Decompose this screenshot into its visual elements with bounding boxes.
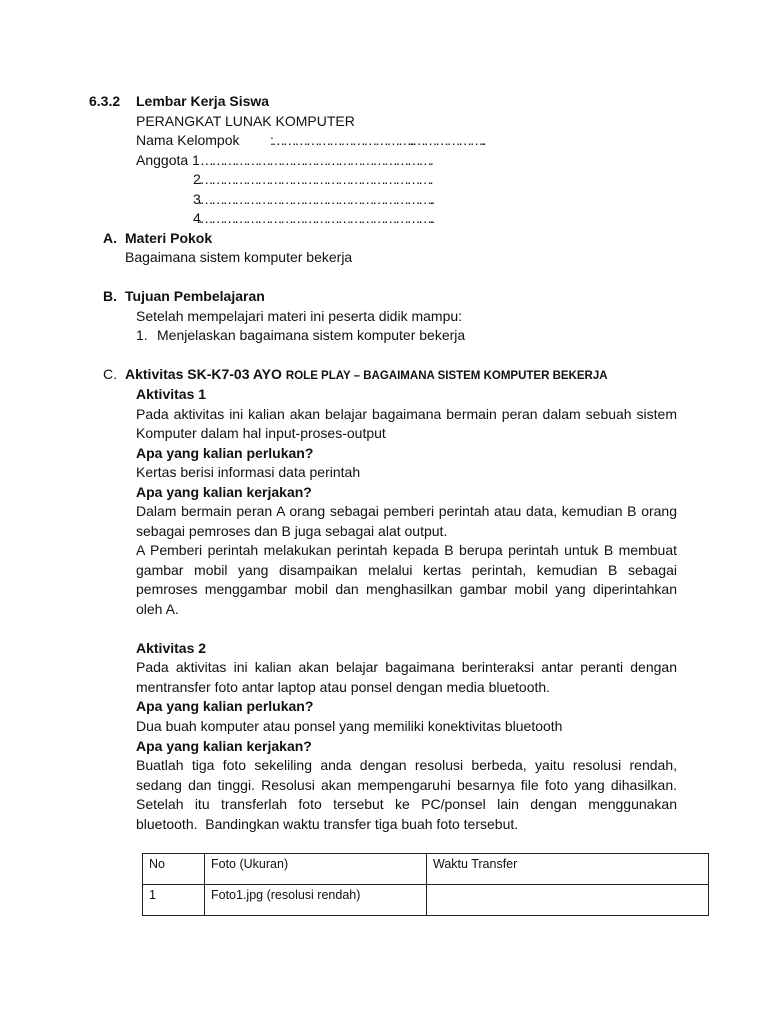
table-header-row <box>143 854 709 885</box>
group-name-blank: :………………………………..……………….. <box>270 132 484 149</box>
activity-2-title: Aktivitas 2 <box>136 639 207 656</box>
member-entry-1 <box>136 151 431 171</box>
activity-2-task-row <box>0 815 768 835</box>
activity-2-task-line: Buatlah tiga foto sekeliling anda dengan resolusi berbeda, yaitu resolusi rendah, <box>136 757 677 774</box>
activity-2-needs-row <box>0 717 768 737</box>
section-a-text: Bagaimana sistem komputer bekerja <box>125 249 353 266</box>
activity-2-needs-label: Apa yang kalian perlukan? <box>136 698 314 715</box>
activity-1-task-line: gambar mobil yang disampaikan melalui kertas perintah, kemudian B sebagai <box>136 561 677 578</box>
member-blank-4: 4.…………………………………………………….. <box>193 210 433 227</box>
activity-1-task-row <box>0 561 768 581</box>
activity-2-task-row <box>0 756 768 776</box>
activity-2-task-line: Setelah itu transferlah foto tersebut ke PC/ponsel lain dengan menggunakan <box>136 796 677 813</box>
activity-1-tasks-label: Apa yang kalian kerjakan? <box>136 483 312 500</box>
activity-2-intro-row <box>0 678 768 698</box>
blank-line <box>0 268 768 288</box>
member-row-4 <box>0 209 768 229</box>
member-row-2 <box>0 170 768 190</box>
section-c-heading-main: Aktivitas SK-K7-03 AYO <box>125 366 282 383</box>
activity-2-needs-text: Dua buah komputer atau ponsel yang memiliki konektivitas bluetooth <box>136 718 563 734</box>
activity-1-tasks-label-row <box>0 483 768 503</box>
activity-1-task-line: sebagai pemroses dan B juga sebagai alat output. <box>136 522 448 539</box>
blank-line <box>0 619 768 639</box>
activity-1-title: Aktivitas 1 <box>136 385 207 402</box>
member-row-1 <box>0 151 768 171</box>
activity-2-task-row <box>0 795 768 815</box>
table-cell-no: 1 <box>143 885 205 916</box>
activity-1-task-line: pemroses menggambar mobil dan menghasilkan gambar mobil yang diperintahkan <box>136 581 677 598</box>
activity-2-intro-line: mentransfer foto antar laptop atau ponsel dengan media bluetooth. <box>136 678 551 695</box>
blank-line <box>0 346 768 366</box>
table-row <box>143 885 709 916</box>
activity-2-intro-row <box>0 658 768 678</box>
activity-1-needs-label: Apa yang kalian perlukan? <box>136 444 314 461</box>
objective-number: 1. <box>136 327 148 344</box>
worksheet-subtitle: PERANGKAT LUNAK KOMPUTER <box>136 112 355 129</box>
transfer-time-table <box>142 853 709 916</box>
worksheet-subtitle-row <box>0 112 768 132</box>
activity-2-tasks-label-row <box>0 737 768 757</box>
section-c-heading-row <box>0 365 768 385</box>
section-c-heading-caps: ROLE PLAY – BAGAIMANA SISTEM KOMPUTER BEKERJA <box>285 370 608 383</box>
section-a-heading-row <box>0 229 768 249</box>
activity-1-needs-row <box>0 463 768 483</box>
section-b-marker: B. <box>103 288 117 305</box>
table-cell-photo: Foto1.jpg (resolusi rendah) <box>205 885 427 916</box>
activity-1-needs-label-row <box>0 444 768 464</box>
activity-1-task-line: oleh A. <box>136 600 179 617</box>
table-cell-transfer-time <box>427 885 709 916</box>
group-name-row <box>0 131 768 151</box>
worksheet-heading-row <box>0 92 768 112</box>
activity-2-task-row <box>0 776 768 796</box>
activity-2-task-line: sedang dan tinggi. Resolusi akan mempengaruhi besarnya file foto yang dihasilkan. <box>136 776 677 793</box>
section-number: 6.3.2 <box>89 93 121 109</box>
activity-1-task-row <box>0 522 768 542</box>
member-row-3 <box>0 190 768 210</box>
activity-1-intro-row <box>0 424 768 444</box>
activity-1-task-row <box>0 600 768 620</box>
section-a-marker: A. <box>103 229 117 246</box>
activity-1-needs-text: Kertas berisi informasi data perintah <box>136 464 361 481</box>
section-b-heading-row <box>0 287 768 307</box>
section-c-heading <box>125 365 608 387</box>
member-blank-3: 3.…………………………………………………….. <box>193 190 433 207</box>
member-blank-2: 2.……………………………………………………. <box>193 171 432 188</box>
activity-1-task-line: Dalam bermain peran A orang sebagai pemberi perintah atau data, kemudian B orang <box>136 503 677 520</box>
worksheet-title: Lembar Kerja Siswa <box>136 93 270 109</box>
activity-2-needs-label-row <box>0 697 768 717</box>
objective-row <box>0 326 768 346</box>
member-label: Anggota 1 <box>136 151 200 168</box>
worksheet-page <box>0 92 768 834</box>
activity-1-task-row <box>0 580 768 600</box>
section-a-heading: Materi Pokok <box>125 229 213 246</box>
activity-1-title-row <box>0 385 768 405</box>
section-b-intro: Setelah mempelajari materi ini peserta didik mampu: <box>136 307 463 324</box>
group-name-label: Nama Kelompok <box>136 132 240 149</box>
activity-2-title-row <box>0 639 768 659</box>
activity-1-task-row <box>0 502 768 522</box>
section-b-intro-row <box>0 307 768 327</box>
activity-1-task-row <box>0 541 768 561</box>
activity-1-intro-row <box>0 405 768 425</box>
member-blank-1: ……………………………………………………. <box>199 151 432 168</box>
activity-2-task-line: bluetooth. Bandingkan waktu transfer tiga buah foto tersebut. <box>136 815 519 832</box>
table-header-photo: Foto (Ukuran) <box>205 854 427 885</box>
section-a-text-row <box>0 248 768 268</box>
section-c-marker: C. <box>103 366 117 383</box>
objective-text: Menjelaskan bagaimana sistem komputer bekerja <box>157 327 466 344</box>
table-header-no: No <box>143 854 205 885</box>
activity-1-intro-line: Pada aktivitas ini kalian akan belajar bagaimana bermain peran dalam sebuah sistem <box>136 405 677 422</box>
table-header-transfer-time: Waktu Transfer <box>427 854 709 885</box>
activity-2-intro-line: Pada aktivitas ini kalian akan belajar bagaimana berinteraksi antar peranti dengan <box>136 659 677 676</box>
activity-2-tasks-label: Apa yang kalian kerjakan? <box>136 737 312 754</box>
section-b-heading: Tujuan Pembelajaran <box>125 288 265 305</box>
activity-1-task-line: A Pemberi perintah melakukan perintah kepada B berupa perintah untuk B membuat <box>136 542 677 559</box>
activity-1-intro-line: Komputer dalam hal input-proses-output <box>136 425 386 442</box>
